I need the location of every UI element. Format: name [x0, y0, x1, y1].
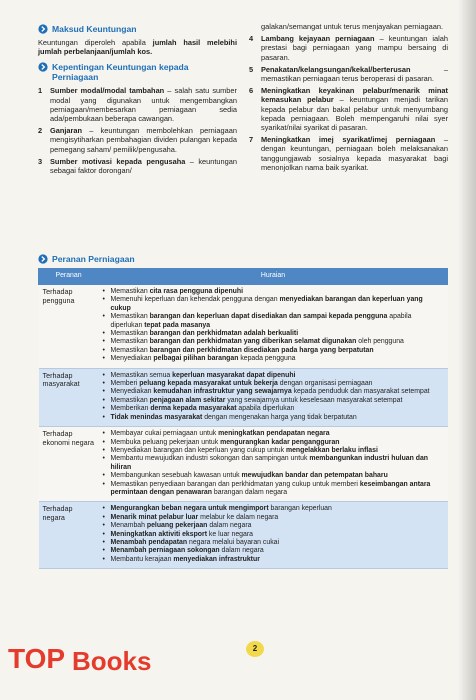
table-row	[39, 427, 448, 502]
peranan-title: Peranan Perniagaan	[52, 254, 135, 264]
kepentingan-list-continued	[249, 34, 448, 172]
huraian-bullet: • Membantu mewujudkan industri sokongan dan sampingan untuk membangunkan industri huluan dan hiliran	[102, 455, 428, 471]
numbered-item	[249, 65, 448, 83]
maksud-end: .	[150, 47, 153, 57]
maksud-heading	[38, 24, 237, 34]
bullet-icon: •	[102, 388, 105, 396]
bullet-icon: •	[102, 313, 105, 321]
bullet-icon: •	[102, 288, 105, 295]
item-bold: Ganjaran	[50, 126, 83, 136]
bullet-icon: •	[102, 530, 105, 538]
bullet-icon: •	[102, 547, 105, 555]
huraian-bullet: • Memenuhi keperluan dan kehendak pengguna dengan menyediakan barangan dan keperluan yang cukup	[102, 296, 423, 312]
maksud-paragraph	[38, 38, 237, 56]
huraian-cell	[99, 285, 448, 369]
bullet-icon: •	[102, 522, 105, 530]
huraian-cell	[99, 502, 448, 569]
huraian-bullet: • Memberi peluang kepada masyarakat untuk bekerja dengan organisasi perniagaan	[102, 380, 373, 388]
huraian-bullet: • Meningkatkan aktiviti eksport ke luar negara	[102, 530, 253, 538]
bullet-icon: •	[102, 513, 105, 521]
item-number: 5	[249, 64, 254, 74]
huraian-bullet: • Membuka peluang pekerjaan untuk mengurangkan kadar pengangguran	[102, 438, 340, 446]
huraian-bullet: • Menarik minat pelabur luar melabur ke dalam negara	[102, 513, 279, 521]
bullet-icon: •	[102, 430, 105, 438]
left-column	[38, 22, 237, 178]
numbered-item	[249, 86, 448, 132]
item-text	[261, 34, 448, 62]
table-row	[39, 285, 448, 369]
bullet-icon: •	[102, 538, 105, 546]
item-bold: Meningkatkan keyakinan pelabur/menarik minat kemasukan pelabur	[261, 86, 448, 105]
numbered-item	[38, 126, 237, 154]
col-peranan-header: Peranan	[39, 269, 99, 285]
item-bold: Lambang kejayaan perniagaan	[261, 34, 375, 44]
peranan-cell: Terhadap masyarakat	[39, 368, 99, 426]
numbered-item	[249, 34, 448, 62]
item-number: 4	[249, 34, 254, 44]
peranan-cell: Terhadap ekonomi negara	[39, 427, 99, 502]
huraian-bullet: • Memastikan penjagaan alam sekitar yang sewajarnya untuk keselesaan masyarakat setempat	[102, 396, 403, 404]
logo-top-text: TOP	[8, 643, 66, 674]
table-header-row	[39, 269, 448, 285]
huraian-bullet: • Menyediakan barangan dan keperluan yang cukup untuk mengelakkan berlaku inflasi	[102, 446, 378, 454]
kepentingan-title: Kepentingan Keuntungan kepada Perniagaan	[52, 62, 189, 83]
huraian-bullet: • Menyediakan pelbagai pilihan barangan kepada pengguna	[102, 355, 296, 363]
item-rest: – dengan keuntungan, perniagaan boleh melaksanakan tanggungjawab sosialnya kepada masyarakat bagi menonjolkan nama baik syarikat.	[261, 135, 448, 172]
maksud-title: Maksud Keuntungan	[52, 24, 137, 34]
huraian-bullet: • Memastikan penyediaan barangan dan perkhidmatan yang cukup untuk memberi keseimbangan antara permintaan dengan penawaran barangan dalam negara	[102, 480, 431, 496]
huraian-bullet: • Menyediakan kemudahan infrastruktur yang sewajarnya kepada penduduk dan masyarakat setempat	[102, 388, 430, 396]
huraian-bullet: • Memastikan semua keperluan masyarakat dapat dipenuhi	[102, 371, 296, 379]
huraian-bullet: • Menambah peluang pekerjaan dalam negara	[102, 522, 252, 530]
huraian-bullet: • Membantu kerajaan menyediakan infrastruktur	[102, 555, 260, 563]
item-text	[50, 157, 237, 175]
arrow-circle-icon	[38, 254, 48, 264]
peranan-cell: Terhadap pengguna	[39, 285, 99, 369]
bullet-icon: •	[102, 338, 105, 346]
top-columns	[38, 22, 448, 178]
continuation-text: galakan/semangat untuk terus menjayakan perniagaan.	[261, 22, 444, 31]
kepentingan-list	[38, 86, 237, 175]
table-body	[39, 285, 448, 569]
huraian-bullet: • Memastikan barangan dan keperluan dapat disediakan dan sampai kepada pengguna apabila diperlukan tepat pada masanya	[102, 313, 412, 329]
item-number: 6	[249, 86, 254, 96]
peranan-table	[38, 268, 448, 569]
bullet-icon: •	[102, 555, 105, 563]
maksud-text: Keuntungan diperoleh apabila	[38, 38, 153, 47]
item-number: 1	[38, 86, 43, 96]
huraian-bullet: • Tidak menindas masyarakat dengan mengenakan harga yang tidak berpatutan	[102, 413, 357, 421]
item-bold: Sumber modal/modal tambahan	[50, 86, 165, 96]
logo-books-text: Books	[72, 646, 152, 676]
huraian-cell	[99, 368, 448, 426]
kepentingan-heading	[38, 62, 237, 82]
table-row	[39, 502, 448, 569]
page-edge-shadow	[458, 0, 476, 700]
huraian-bullet: • Memberikan derma kepada masyarakat apabila diperlukan	[102, 405, 295, 413]
item-number: 7	[249, 135, 254, 145]
huraian-bullet: • Membangunkan sesebuah kawasan untuk mewujudkan bandar dan petempatan baharu	[102, 472, 388, 480]
numbered-item	[38, 86, 237, 123]
item-bold: Penakatan/kelangsungan/kekal/berterusan	[261, 64, 411, 74]
bullet-icon: •	[102, 446, 105, 454]
item-text	[261, 65, 448, 83]
item-bold: Sumber motivasi kepada pengusaha	[50, 156, 186, 166]
huraian-cell	[99, 427, 448, 502]
peranan-section	[38, 252, 448, 569]
arrow-circle-icon	[38, 24, 48, 34]
bullet-icon: •	[102, 455, 105, 463]
bullet-icon: •	[102, 480, 105, 488]
arrow-circle-icon	[38, 62, 48, 72]
huraian-bullet: • Memastikan barangan dan perkhidmatan yang diberikan selamat digunakan oleh pengguna	[102, 338, 404, 346]
bullet-icon: •	[102, 472, 105, 480]
huraian-bullet: • Menambah perniagaan sokongan dalam negara	[102, 547, 264, 555]
peranan-cell: Terhadap negara	[39, 502, 99, 569]
item-number: 3	[38, 156, 43, 166]
item-text	[50, 86, 237, 123]
item-number: 2	[38, 126, 43, 136]
item-rest: – keuntungan sebagai faktor dorongan/	[50, 156, 237, 176]
bullet-icon: •	[102, 330, 105, 338]
bullet-icon: •	[102, 346, 105, 354]
huraian-bullet: • Memastikan cita rasa pengguna dipenuhi	[102, 288, 243, 295]
numbered-item	[38, 157, 237, 175]
bullet-icon: •	[102, 296, 105, 304]
huraian-bullet: • Membayar cukai perniagaan untuk meningkatkan pendapatan negara	[102, 430, 330, 438]
item-text	[261, 135, 448, 172]
bullet-icon: •	[102, 405, 105, 413]
bullet-icon: •	[102, 380, 105, 388]
numbered-item	[249, 135, 448, 172]
bullet-icon: •	[102, 396, 105, 404]
item-bold: Meningkatkan imej syarikat/imej perniagaan	[261, 135, 436, 145]
bullet-icon: •	[102, 371, 105, 379]
item-rest: – salah satu sumber modal yang digunakan untuk mengembangkan perniagaan/membesarkan perniagaan sedia ada/pembukaan beberapa cawangan.	[50, 86, 237, 124]
right-column	[249, 22, 448, 178]
col-huraian-header: Huraian	[99, 269, 448, 285]
topbooks-logo	[6, 634, 154, 684]
bullet-icon: •	[102, 355, 105, 363]
bullet-icon: •	[102, 505, 105, 513]
page-number: 2	[246, 641, 264, 657]
maksud-bold: jumlah hasil melebihi jumlah perbelanjaan/jumlah kos	[38, 38, 237, 57]
peranan-heading	[38, 254, 448, 264]
item-rest: – memastikan perniagaan terus beroperasi di pasaran.	[261, 64, 448, 84]
item-rest: – keuntungan ialah prestasi bagi perniagaan yang mampu bersaing di pasaran.	[261, 34, 448, 62]
item-rest: – keuntungan membolehkan perniagaan mengisytiharkan pembahagian dividen pulangan kepada pemegang saham/ pemilik/pengusaha.	[50, 126, 237, 154]
item-text	[50, 126, 237, 154]
huraian-bullet: • Mengurangkan beban negara untuk mengimport barangan keperluan	[102, 505, 332, 513]
huraian-bullet: • Menambah pendapatan negara melalui bayaran cukai	[102, 538, 280, 546]
bullet-icon: •	[102, 438, 105, 446]
huraian-bullet: • Memastikan barangan dan perkhidmatan adalah berkualiti	[102, 330, 299, 338]
item-rest: – keuntungan menjadi tarikan kepada pelabur dan bakal pelabur untuk menyumbang kepada perniagaan. Boleh mempengaruhi nilai syer syarikat/nilai syarikat di pasaran.	[261, 95, 448, 133]
bullet-icon: •	[102, 413, 105, 421]
table-row	[39, 368, 448, 426]
huraian-bullet: • Memastikan barangan dan perkhidmatan disediakan pada harga yang berpatutan	[102, 346, 374, 354]
item-text	[261, 86, 448, 132]
